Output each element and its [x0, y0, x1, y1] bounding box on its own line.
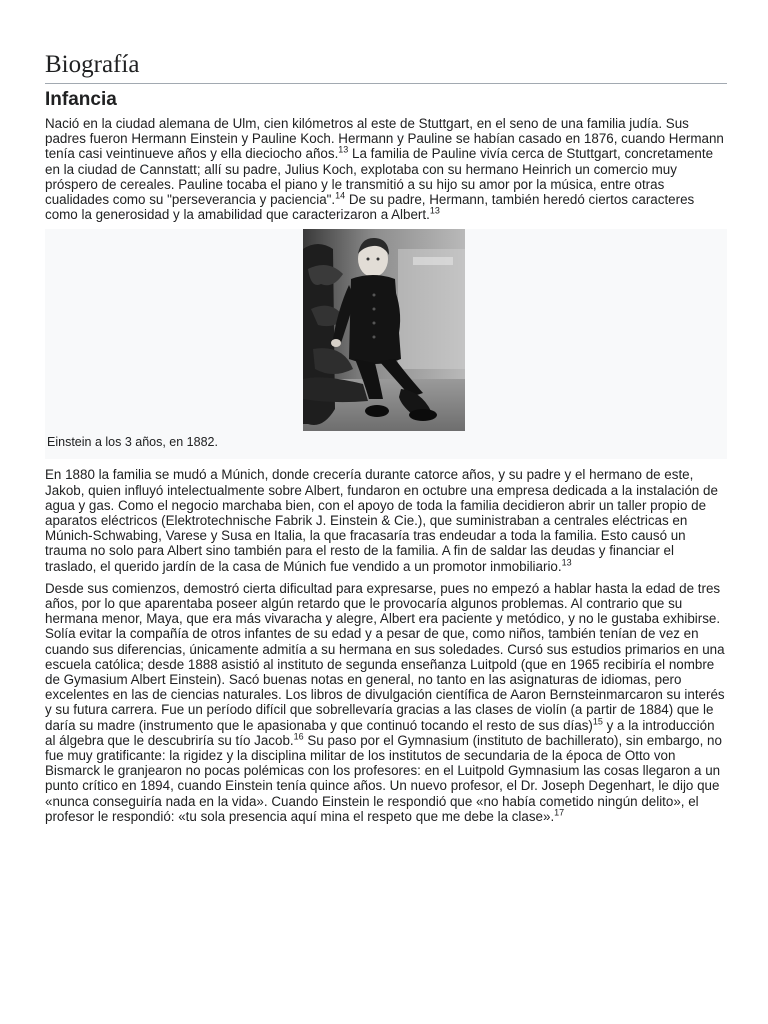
figure [45, 229, 727, 459]
text-run: La familia de Pauline vivía cerca de Stuttgart, concretamente en la ciudad de Cannstatt; allí su padre, Julius Koch, explotaba con su hermano Heinrich un comercio muy próspero de cereales. Pauline tocaba el piano y le transmitió a su hijo su amor por la música, entre otras cualidades como su "perseverancia y paciencia". [45, 146, 714, 208]
figure-caption: Einstein a los 3 años, en 1882. [47, 435, 218, 450]
citation-reference[interactable]: 14 [335, 190, 346, 201]
text-run: De su padre, Hermann, también heredó ciertos caracteres como la generosidad y la amabilidad que caracterizaron a Albert. [45, 192, 695, 223]
citation-reference[interactable]: 13 [561, 557, 572, 568]
citation-reference[interactable]: 15 [592, 716, 603, 727]
article-body [45, 50, 727, 831]
paragraph-1 [45, 116, 727, 222]
text-run: y a la introducción al álgebra que le descubriría su tío Jacob. [45, 717, 715, 748]
paragraph-3 [45, 581, 727, 824]
citation-reference[interactable]: 13 [338, 144, 349, 155]
text-run: Desde sus comienzos, demostró cierta dificultad para expresarse, pues no empezó a hablar hasta la edad de tres años, por lo que aparentaba poseer algún retardo que le provocaría algunos problemas. Al contrario que su hermana menor, Maya, que era más vivaracha y alegre, Albert era paciente y metódico, y no le gustaba exhibirse. Solía evitar la compañía de otros infantes de su edad y a pesar de que, como niños, también tenían de vez en cuando sus diferencias, únicamente admitía a su hermana en sus soledades. Cursó sus estudios primarios en una escuela católica; desde 1888 asistió al instituto de segunda enseñanza Luitpold (que en 1965 recibiría el nombre de Gymasium Albert Einstein). Sacó buenas notas en general, no tanto en las asignaturas de idiomas, pero excelentes en las de ciencias naturales. Los libros de divulgación científica de Aaron Bernsteinmarcaron su interés y su futura carrera. Fue un período difícil que sobrellevaría gracias a las clases de violín (a partir de 1884) que le daría su madre (instrumento que le apasionaba y que continuó tocando el resto de sus días) [45, 580, 725, 733]
text-run: Su paso por el Gymnasium (instituto de bachillerato), sin embargo, no fue muy gratificante: la rigidez y la disciplina militar de los institutos de secundaria de la época de Otto von Bismarck le granjearon no pocas polémicas con los profesores: en el Luitpold Gymnasium las cosas llegaron a un punto crítico en 1894, cuando Einstein tenía quince años. Un nuevo profesor, el Dr. Joseph Degenhart, le dijo que «nunca conseguiría nada en la vida». Cuando Einstein le respondió que «no había cometido ningún delito», el profesor le respondió: «tu sola presencia aquí mina el respeto que me debe la clase». [45, 732, 722, 824]
child-portrait-photo[interactable] [303, 229, 465, 431]
citation-reference[interactable]: 13 [429, 205, 440, 216]
citation-reference[interactable]: 17 [554, 807, 565, 818]
citation-reference[interactable]: 16 [293, 731, 304, 742]
subsection-heading: Infancia [45, 89, 117, 110]
text-run: En 1880 la familia se mudó a Múnich, donde crecería durante catorce años, y su padre y el hermano de este, Jakob, quien influyó intelectualmente sobre Albert, fundaron en octubre una empresa dedicada a la instalación de agua y gas. Como el negocio marchaba bien, con el apoyo de toda la familia decidieron abrir un taller propio de aparatos eléctricos (Elektrotechnische Fabrik J. Einstein & Cie.), que suministraban a centrales eléctricas en Múnich-Schwabing, Varese y Susa en Italia, la que fracasaría tras endeudar a toda la familia. Esto causó un trauma no solo para Albert sino también para el resto de la familia. A fin de saldar las deudas y financiar el traslado, el querido jardín de la casa de Múnich fue vendido a un promotor inmobiliario. [45, 467, 718, 574]
section-heading: Biografía [45, 50, 727, 84]
text-run: Nació en la ciudad alemana de Ulm, cien kilómetros al este de Stuttgart, en el seno de una familia judía. Sus padres fueron Hermann Einstein y Pauline Koch. Hermann y Pauline se habían casado en 1876, cuando Hermann tenía casi veintinueve años y ella dieciocho años. [45, 116, 724, 162]
paragraph-2 [45, 467, 727, 573]
